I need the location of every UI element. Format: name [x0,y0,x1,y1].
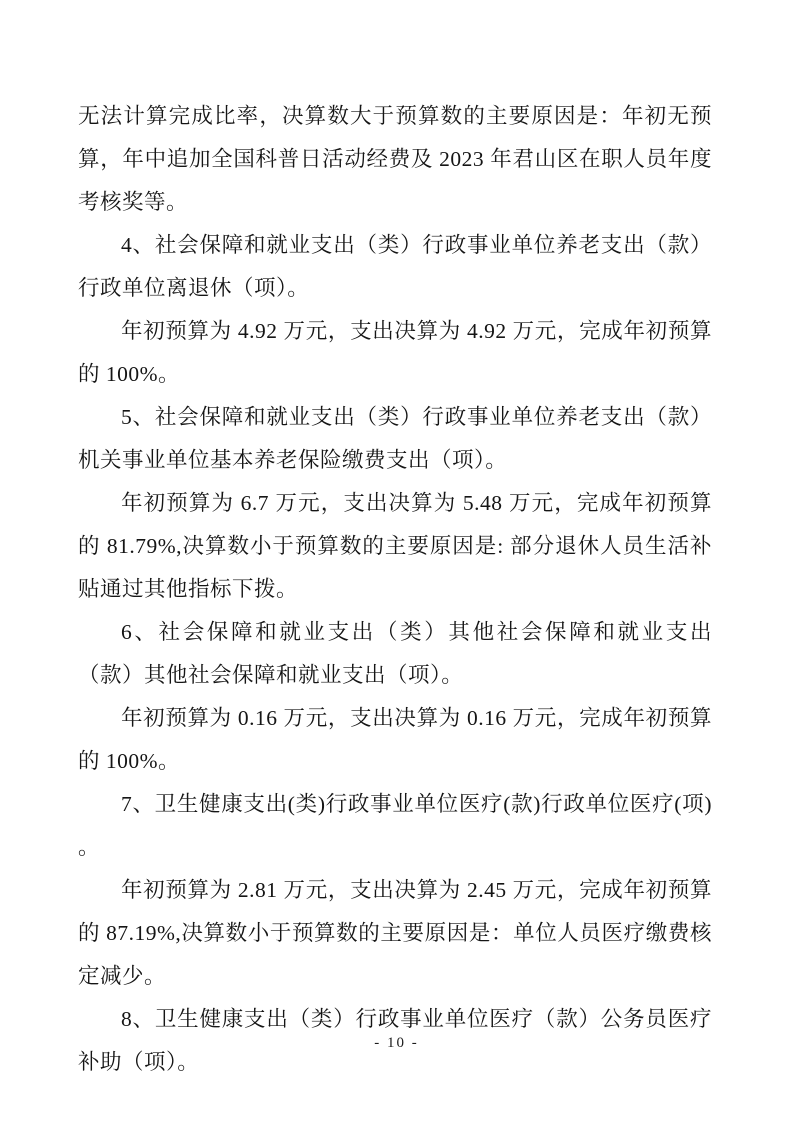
paragraph-item-7: 7、卫生健康支出(类)行政事业单位医疗(款)行政单位医疗(项) 。 [78,792,712,859]
paragraph-item-5-detail: 年初预算为 6.7 万元，支出决算为 5.48 万元，完成年初预算的 81.79%,决算数小于预算数的主要原因是: 部分退休人员生活补贴通过其他指标下拨。 [78,491,712,601]
paragraph-item-4-detail: 年初预算为 4.92 万元，支出决算为 4.92 万元，完成年初预算的 100%。 [78,319,712,386]
document-body [78,95,712,1084]
page-number: - 10 - [374,1035,419,1051]
paragraph-item-7-detail: 年初预算为 2.81 万元，支出决算为 2.45 万元，完成年初预算的 87.19%,决算数小于预算数的主要原因是：单位人员医疗缴费核定减少。 [78,878,712,988]
paragraph-item-6: 6、社会保障和就业支出（类）其他社会保障和就业支出（款）其他社会保障和就业支出（项）。 [78,620,712,687]
paragraph-item-6-detail: 年初预算为 0.16 万元，支出决算为 0.16 万元，完成年初预算的 100%。 [78,706,712,773]
paragraph-item-8: 8、卫生健康支出（类）行政事业单位医疗（款）公务员医疗补助（项）。 [78,1007,712,1074]
paragraph-item-5: 5、社会保障和就业支出（类）行政事业单位养老支出（款）机关事业单位基本养老保险缴费支出（项）。 [78,405,712,472]
page-footer [0,1033,793,1053]
paragraph-continuation: 无法计算完成比率，决算数大于预算数的主要原因是：年初无预算，年中追加全国科普日活动经费及 2023 年君山区在职人员年度考核奖等。 [78,104,712,214]
paragraph-item-4: 4、社会保障和就业支出（类）行政事业单位养老支出（款）行政单位离退休（项）。 [78,233,712,300]
